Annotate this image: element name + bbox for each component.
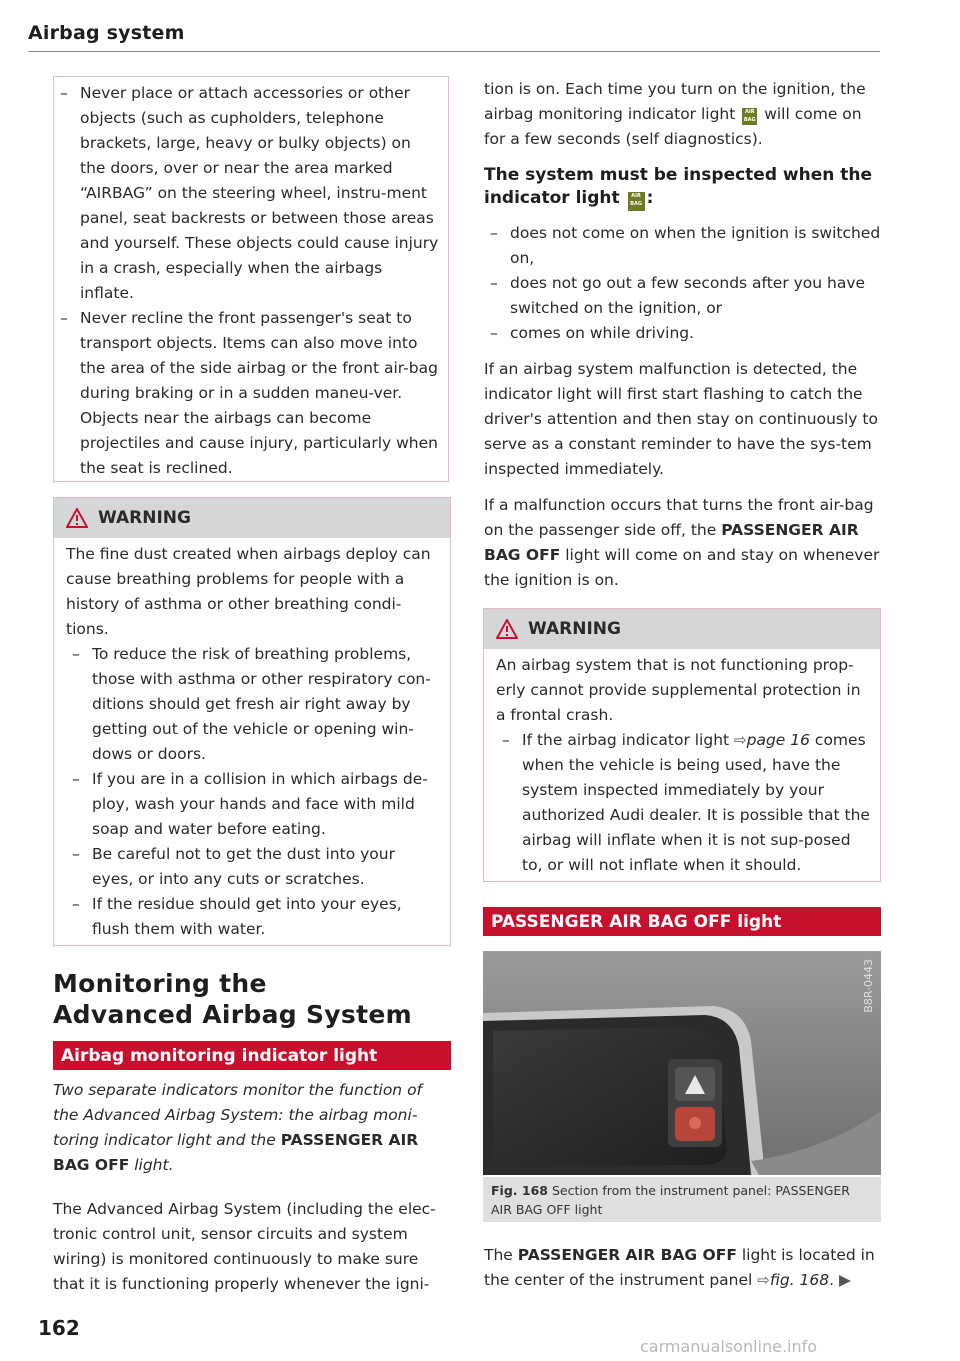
intro-italic-end: light. (129, 1156, 174, 1174)
warning-triangle-icon (496, 619, 518, 639)
figure-instrument-panel (483, 951, 881, 1175)
warning-item: – If the residue should get into your eyes, flush them with water. (66, 892, 440, 942)
airbag-indicator-icon: AIR BAG (628, 192, 645, 211)
figure-reference-link[interactable]: fig. 168 (769, 1271, 830, 1289)
warning-list (66, 642, 440, 942)
header-rule (28, 51, 880, 52)
page-reference-link[interactable]: page 16 (746, 731, 810, 749)
instrument-panel-illustration (483, 951, 881, 1175)
inspect-item: – does not go out a few seconds after you have switched on the ignition, or (484, 271, 884, 321)
inspect-item: – does not come on when the ignition is switched on, (484, 221, 884, 271)
warning-header (484, 609, 880, 649)
inspect-item: – comes on while driving. (484, 321, 884, 346)
warning-intro: The fine dust created when airbags deploy can cause breathing problems for people with a history of asthma or other breathing condi-tions. (66, 545, 431, 638)
warning-box-left (53, 497, 451, 946)
warning-item: – If the airbag indicator light ⇨page 16 comes when the vehicle is being used, have the system inspected immediately by your authorized Audi dealer. It is possible that the airbag will inflate when it is not sup-posed to, or will not inflate when it should. (496, 728, 870, 878)
note-item: – Never place or attach accessories or other objects (such as cupholders, telephone brackets, large, heavy or bulky objects) on the doors, over or near the area marked “AIRBAG” on the steering wheel, instru-ment panel, seat backrests or between those areas and yourself. These objects could cause injury in a crash, especially when the airbags inflate. (54, 81, 440, 306)
passenger-section-heading: PASSENGER AIR BAG OFF light (483, 907, 881, 936)
warning-header (54, 498, 450, 538)
page-number: 162 (38, 1316, 80, 1340)
paragraph: The Advanced Airbag System (including the elec-tronic control unit, sensor circuits and system wiring) is monitored continuously to make sure that it is functioning properly whenever the igni- (53, 1200, 436, 1293)
warning-item: – To reduce the risk of breathing problems, those with asthma or other respiratory con-ditions should get fresh air right away by getting out of the vehicle or opening win-dows or doors. (66, 642, 440, 767)
subheading-bar: Airbag monitoring indicator light (53, 1041, 451, 1070)
warning-list (496, 728, 870, 878)
warning-box-right (483, 608, 881, 882)
section-intro (53, 1078, 451, 1178)
note-box (53, 76, 449, 482)
page-header-title: Airbag system (28, 22, 185, 44)
warning-intro: An airbag system that is not functioning prop-erly cannot provide supplemental protection in a frontal crash. (496, 656, 861, 724)
airbag-indicator-icon: AIR BAG (743, 109, 756, 123)
watermark: carmanualsonline.info (640, 1337, 818, 1356)
inspect-heading: The system must be inspected when the indicator light AIR BAG : (484, 164, 884, 211)
continue-arrow-icon: ▶ (839, 1271, 851, 1289)
note-list (54, 81, 440, 481)
caption-label: Fig. 168 (491, 1183, 548, 1198)
intro-bold: PASSENGER AIR BAG OFF (53, 1131, 419, 1174)
caption-text: Section from the instrument panel: PASSENGER AIR BAG OFF light (491, 1183, 850, 1217)
passenger-paragraph: If a malfunction occurs that turns the front air-bag on the passenger side off, the PASSENGER AIR BAG OFF light will come on and stay on whenever the ignition is on. (484, 496, 880, 589)
passenger-location-paragraph: The PASSENGER AIR BAG OFF light is located in the center of the instrument panel ⇨fig. 168. ▶ (484, 1246, 875, 1289)
warning-item: – Be careful not to get the dust into your eyes, or into any cuts or scratches. (66, 842, 440, 892)
warning-body (54, 538, 450, 942)
warning-title: WARNING (528, 618, 621, 639)
warning-body (484, 649, 880, 878)
malfunction-paragraph: If an airbag system malfunction is detected, the indicator light will first start flashing to catch the driver's attention and then stay on continuously to serve as a constant reminder to have the sys-tem inspected immediately. (484, 360, 878, 478)
section-heading (53, 968, 453, 1030)
paragraph-continued: tion is on. Each time you turn on the ignition, the airbag monitoring indicator light AIR BAG will come on for a few seconds (self diagnostics). (484, 80, 866, 148)
note-item: – Never recline the front passenger's seat to transport objects. Items can also move into the area of the side airbag or the front air-bag during braking or in a sudden maneu-ver. Objects near the airbags can become projectiles and cause injury, particularly when the seat is reclined. (54, 306, 440, 481)
reference-arrow-icon: ⇨ (734, 731, 747, 749)
figure-code: B8R-0443 (862, 959, 875, 1013)
warning-item: – If you are in a collision in which airbags de-ploy, wash your hands and face with mild soap and water before eating. (66, 767, 440, 842)
intro-italic: Two separate indicators monitor the function of the Advanced Airbag System: the airbag moni-toring indicator light and the (53, 1081, 423, 1149)
warning-title: WARNING (98, 507, 191, 528)
section-heading-line1: Monitoring the (53, 969, 267, 998)
inspect-list (484, 221, 884, 346)
section-heading-line2: Advanced Airbag System (53, 1000, 412, 1029)
section-para (53, 1197, 451, 1297)
right-column (484, 77, 884, 593)
figure-caption (483, 1177, 881, 1222)
reference-arrow-icon: ⇨ (757, 1271, 770, 1289)
warning-triangle-icon (66, 508, 88, 528)
